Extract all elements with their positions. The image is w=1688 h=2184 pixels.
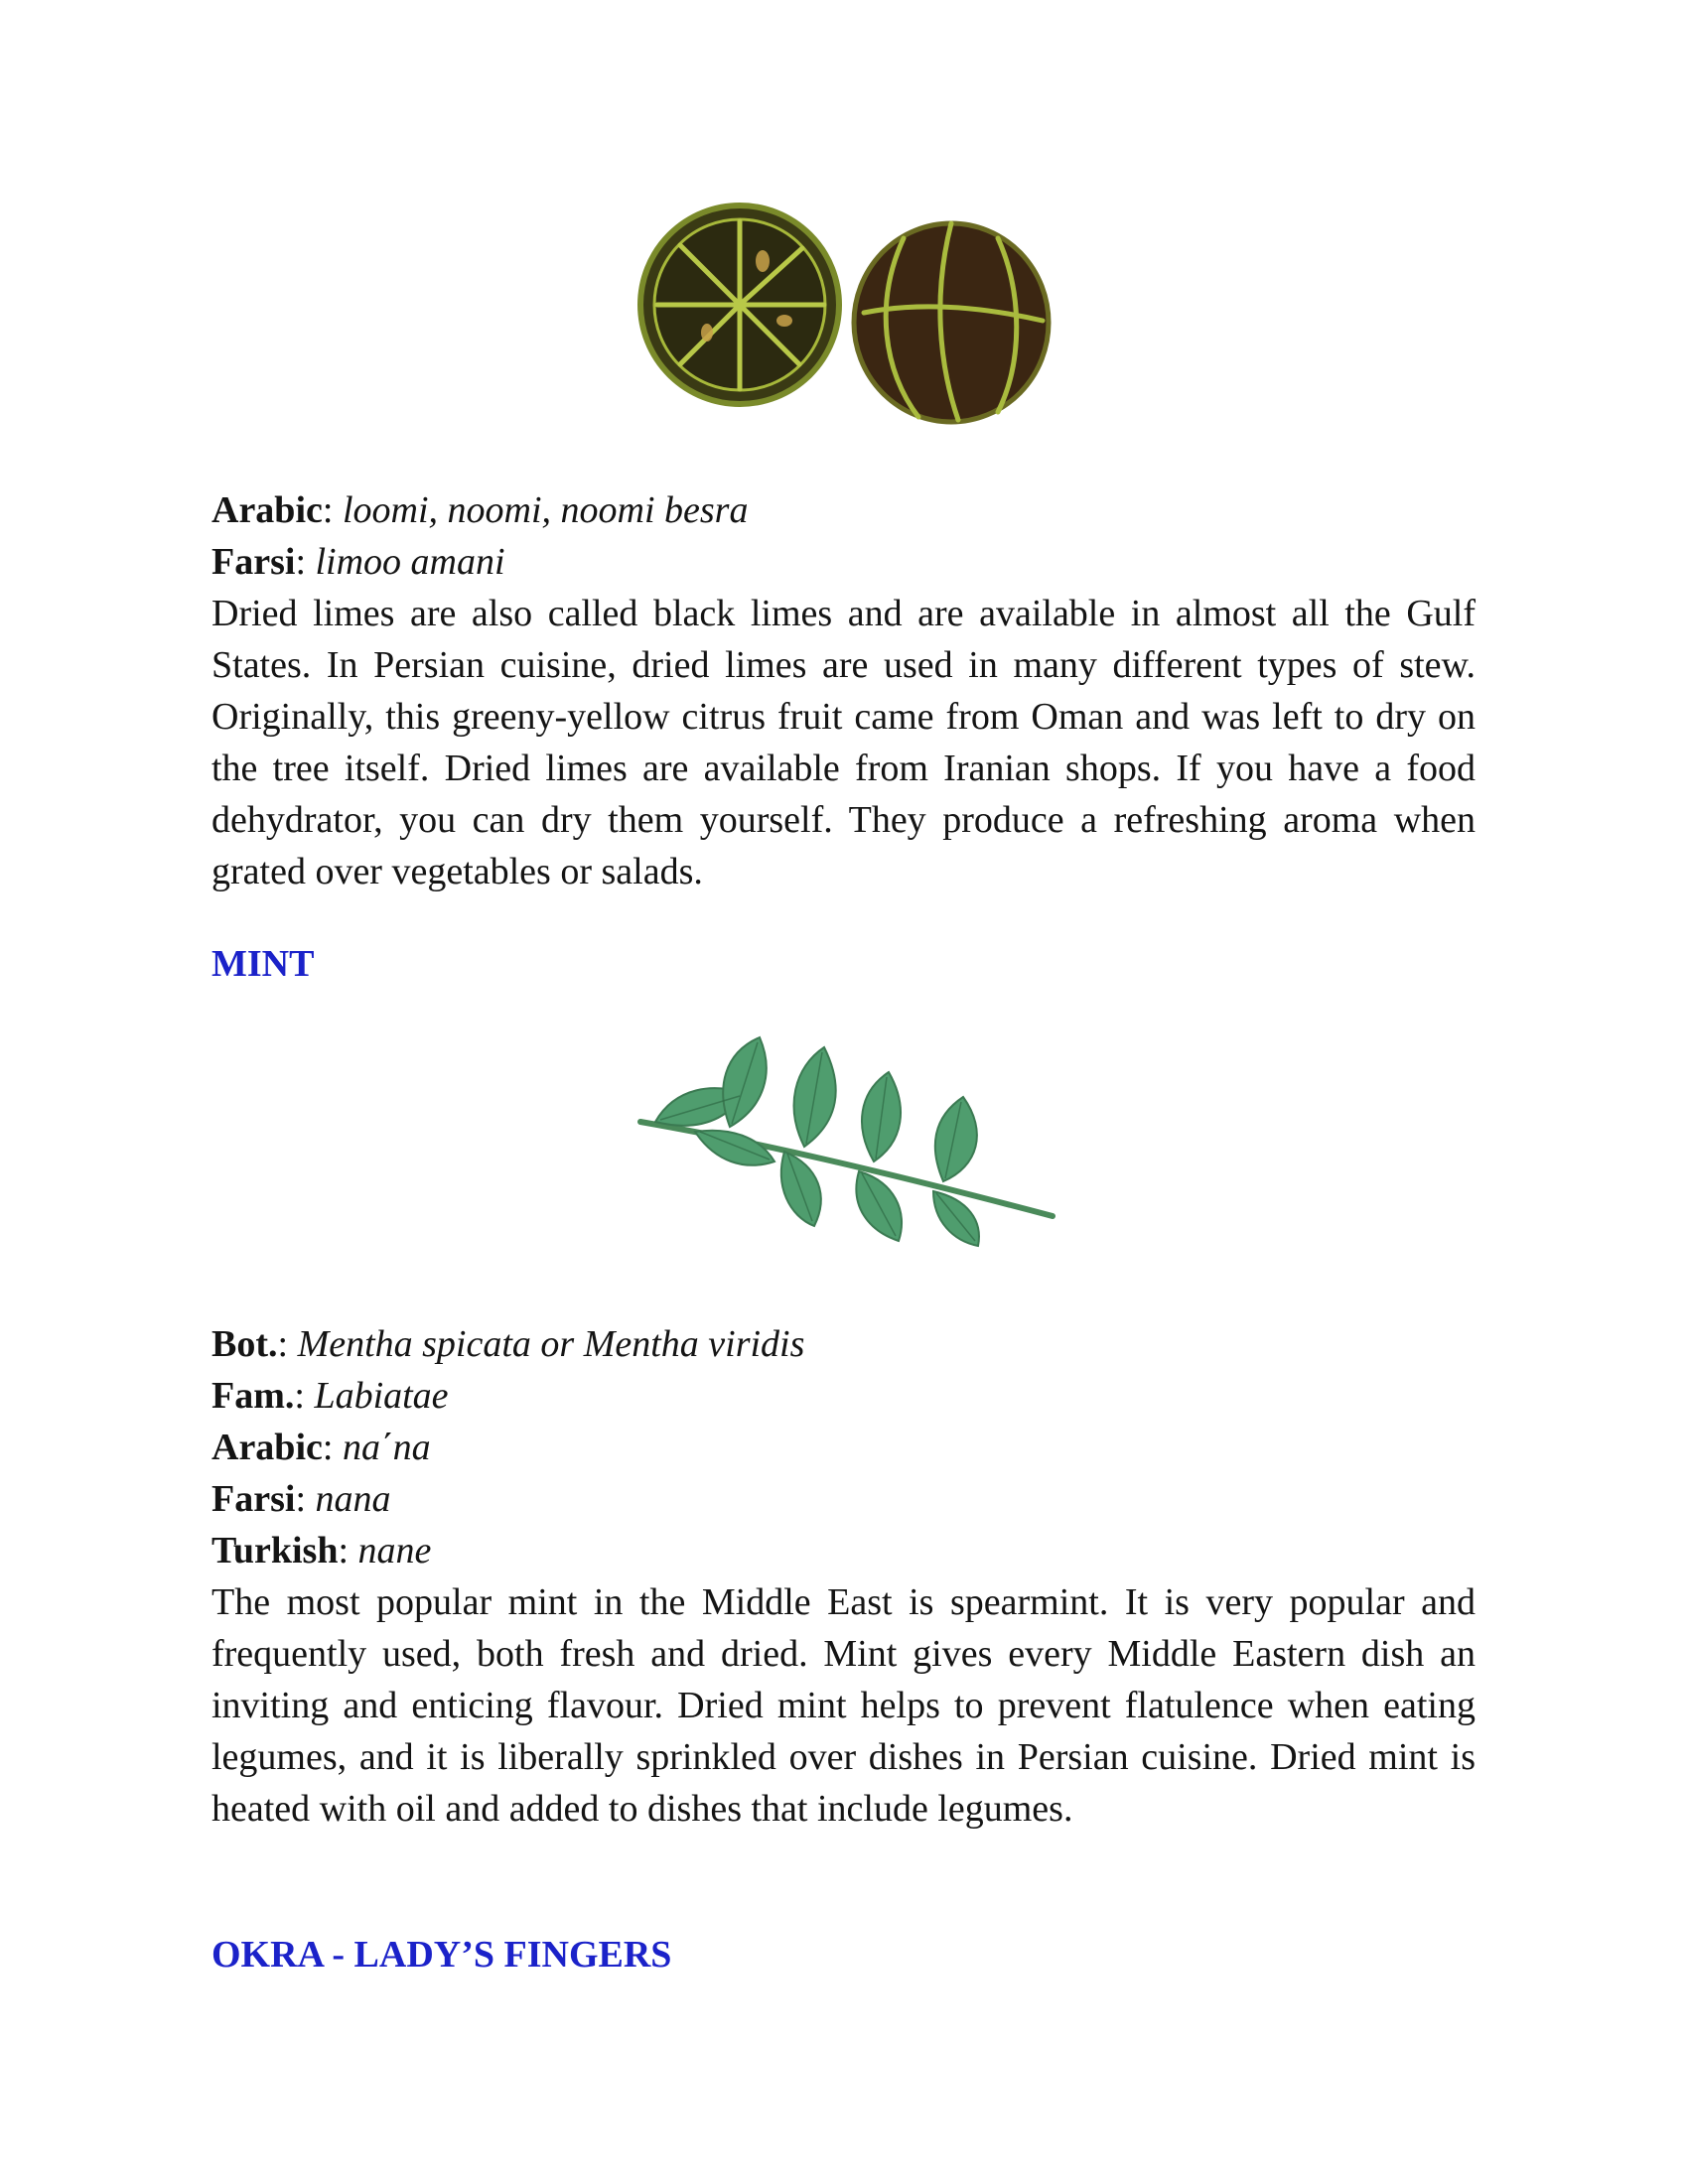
mint-farsi-value: nana bbox=[315, 1478, 391, 1520]
mint-fam-value: Labiatae bbox=[314, 1375, 449, 1417]
mint-arabic-label: Arabic bbox=[211, 1427, 323, 1468]
limes-farsi-value: limoo amani bbox=[315, 541, 505, 583]
mint-turkish-value: nane bbox=[357, 1530, 432, 1571]
mint-fam-line: Fam.: Labiatae bbox=[211, 1375, 449, 1417]
limes-farsi-line: Farsi: limoo amani bbox=[211, 541, 505, 583]
mint-fam-label: Fam. bbox=[211, 1375, 295, 1417]
mint-bot-line: Bot.: Mentha spicata or Mentha viridis bbox=[211, 1323, 805, 1365]
limes-arabic-value: loomi, noomi, noomi besra bbox=[342, 489, 749, 531]
mint-turkish-label: Turkish bbox=[211, 1530, 339, 1571]
cut-dried-lime bbox=[640, 205, 839, 404]
mint-turkish-line: Turkish: nane bbox=[211, 1530, 432, 1571]
limes-description: Dried limes are also called black limes and are available in almost all the Gulf States. In Persian cuisine, dried limes are used in many different types of stew. Originally, this greeny-yellow citrus fruit came from Oman and was left to dry on the tree itself. Dried limes are available from Iranian shops. If you have a food dehydrator, you can dry them yourself. They produce a refreshing aroma when grated over vegetables or salads. bbox=[211, 593, 1476, 892]
dried-limes-illustration bbox=[635, 194, 1062, 432]
mint-leaf bbox=[935, 1097, 977, 1181]
mint-arabic-value: na΄na bbox=[342, 1427, 431, 1468]
limes-arabic-line: Arabic: loomi, noomi, noomi besra bbox=[211, 489, 749, 531]
mint-leaf bbox=[695, 1131, 774, 1165]
mint-description: The most popular mint in the Middle East is spearmint. It is very popular and frequently used, both fresh and dried. Mint gives every Middle Eastern dish an inviting and enticing flavour. Dried mint helps to prevent flatulence when eating legumes, and it is liberally sprinkled over dishes in Persian cuisine. Dried mint is heated with oil and added to dishes that include legumes. bbox=[211, 1581, 1476, 1830]
limes-farsi-label: Farsi bbox=[211, 541, 296, 583]
whole-dried-lime bbox=[854, 223, 1049, 422]
mint-heading: MINT bbox=[211, 943, 315, 985]
mint-arabic-line: Arabic: na΄na bbox=[211, 1427, 431, 1468]
mint-bot-label: Bot. bbox=[211, 1323, 278, 1365]
mint-sprig-illustration bbox=[635, 1032, 1062, 1261]
mint-farsi-line: Farsi: nana bbox=[211, 1478, 391, 1520]
okra-heading: OKRA - LADY’S FINGERS bbox=[211, 1934, 672, 1976]
mint-bot-value: Mentha spicata or Mentha viridis bbox=[297, 1323, 805, 1365]
limes-arabic-label: Arabic bbox=[211, 489, 323, 531]
mint-farsi-label: Farsi bbox=[211, 1478, 296, 1520]
